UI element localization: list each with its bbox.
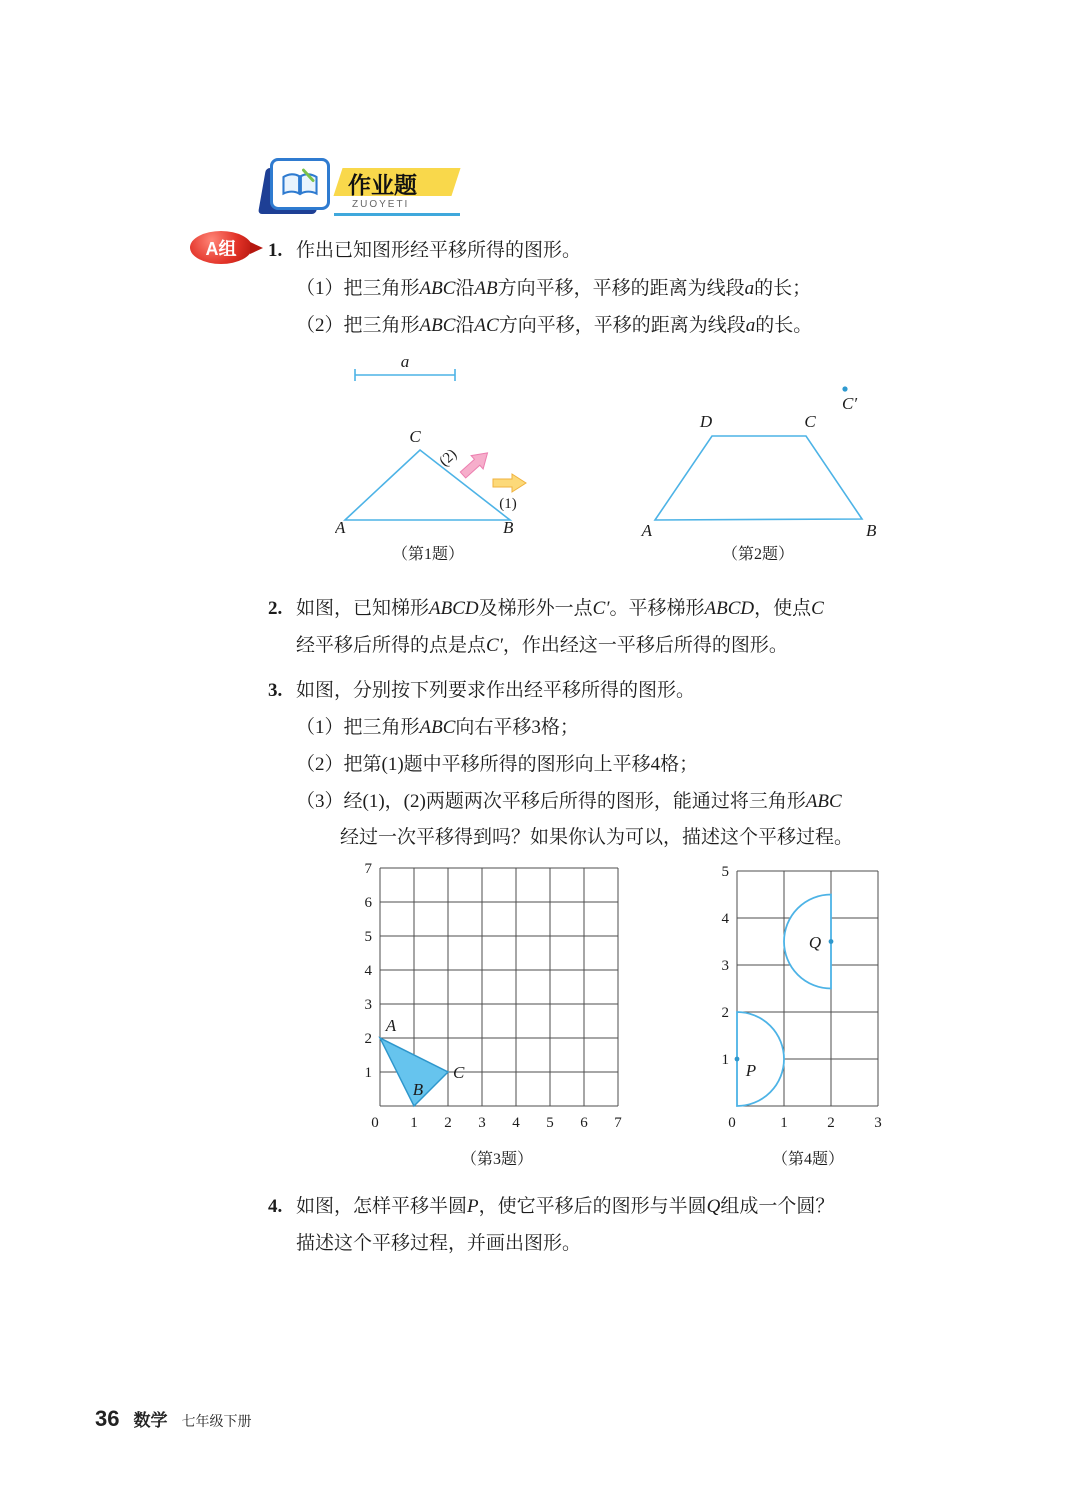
problem-1-row: [268, 238, 581, 264]
y-tick: 6: [364, 895, 372, 911]
problem-1-item-2: （2）把三角形ABC沿AC方向平移，平移的距离为线段a的长。: [296, 315, 813, 336]
problem-3-item-3-line-1: 经(1)，(2)两题两次平移后所得的图形，能通过将三角形ABC: [343, 791, 842, 812]
point-c-prime-label: C′: [842, 394, 858, 413]
semicircle-q-label: Q: [808, 933, 822, 952]
x-tick: 0: [371, 1115, 379, 1131]
problem-4-number: 4.: [268, 1196, 283, 1217]
x-tick: 2: [444, 1115, 452, 1131]
x-tick: 7: [614, 1115, 622, 1131]
vertex-a-label: A: [335, 518, 346, 537]
y-tick: 2: [364, 1031, 372, 1047]
x-tick: 5: [546, 1115, 554, 1131]
problem-3-item-3-marker: （3）: [296, 791, 344, 812]
vertex-c-label: C: [409, 427, 421, 446]
problem-3-row: [268, 678, 695, 704]
problem-1-number: 1.: [268, 240, 283, 261]
footer-subject: 数学: [133, 1411, 168, 1430]
vertex-b-label: B: [412, 1080, 424, 1099]
x-tick: 0: [728, 1115, 736, 1131]
problem-3-item-3-line-2: 经过一次平移得到吗？如果你认为可以，描述这个平移过程。: [340, 827, 854, 848]
vertex-c-label: C: [804, 412, 816, 431]
figure-3-grid-triangle: [355, 855, 650, 1145]
y-tick: 5: [721, 864, 729, 880]
homework-header: [268, 158, 478, 220]
y-tick: 7: [364, 861, 372, 877]
y-tick: 1: [364, 1065, 372, 1081]
semicircle-p: [737, 1012, 784, 1106]
page-number: 36: [95, 1406, 120, 1431]
problem-4-row: [268, 1194, 834, 1220]
x-tick: 1: [410, 1115, 418, 1131]
x-tick: 1: [780, 1115, 788, 1131]
y-tick: 3: [364, 997, 372, 1013]
page-footer: [95, 1406, 251, 1432]
figure-1-caption: （第1题）: [391, 546, 464, 563]
problem-1-text: 作出已知图形经平移所得的图形。: [296, 240, 582, 261]
figure-1-triangle-translation: [335, 355, 615, 540]
header-subtitle: ZUOYETI: [352, 199, 410, 210]
problem-2-line-1: 如图，已知梯形ABCD及梯形外一点C′。平移梯形ABCD，使点C: [296, 598, 824, 619]
y-tick: 3: [721, 958, 729, 974]
x-axis-ticks: [371, 1115, 622, 1131]
problem-2-line-2: 经平移后所得的点是点C′，作出经这一平移后所得的图形。: [296, 635, 788, 656]
semicircle-p-center-dot: [735, 1057, 740, 1062]
x-tick: 2: [827, 1115, 835, 1131]
figure-2-trapezoid: [640, 375, 895, 550]
vertex-d-label: D: [699, 412, 713, 431]
y-axis-ticks: [722, 864, 730, 1068]
semicircle-q: [784, 895, 831, 989]
x-tick: 3: [874, 1115, 882, 1131]
y-tick: 1: [721, 1052, 729, 1068]
figure-4-caption: （第4题）: [771, 1151, 844, 1168]
y-tick: 4: [364, 963, 372, 979]
vertex-a-label: A: [385, 1016, 397, 1035]
y-tick: 2: [721, 1005, 729, 1021]
problem-1-item-1: （1）把三角形ABC沿AB方向平移，平移的距离为线段a的长；: [296, 278, 812, 299]
y-tick: 4: [721, 911, 729, 927]
x-axis-ticks: [728, 1115, 882, 1131]
problem-2-number: 2.: [268, 598, 283, 619]
figure-3-caption: （第3题）: [460, 1151, 533, 1168]
y-axis-ticks: [365, 861, 373, 1081]
y-tick: 5: [364, 929, 372, 945]
trapezoid-abcd-outline: [655, 436, 862, 520]
x-tick: 6: [580, 1115, 588, 1131]
footer-grade: 七年级下册: [181, 1413, 252, 1429]
arrow-2-label: (2): [436, 446, 461, 470]
vertex-b-label: B: [503, 518, 514, 537]
point-c-prime-dot: [842, 386, 847, 391]
arrow-1-label: (1): [499, 496, 517, 512]
translation-arrow-2: [457, 446, 494, 481]
x-tick: 3: [478, 1115, 486, 1131]
open-book-icon: [270, 158, 330, 210]
translation-arrow-1: [493, 474, 526, 492]
semicircle-q-center-dot: [829, 939, 834, 944]
segment-a-label: a: [400, 355, 410, 371]
vertex-b-label: B: [866, 521, 877, 540]
problem-3-item-3-row: [296, 789, 842, 815]
x-tick: 4: [512, 1115, 520, 1131]
group-a-badge-label: A组: [205, 238, 237, 259]
figure-2-caption: （第2题）: [721, 546, 794, 563]
header-underline: [334, 213, 460, 216]
problem-3-number: 3.: [268, 680, 283, 701]
problem-3-item-2: （2）把第(1)题中平移所得的图形向上平移4格；: [296, 754, 699, 775]
header-title: 作业题: [348, 172, 417, 198]
open-book-icon-svg: [276, 164, 324, 204]
problem-4-line-1: 如图，怎样平移半圆P，使它平移后的图形与半圆Q组成一个圆？: [296, 1196, 835, 1217]
problem-3-text: 如图，分别按下列要求作出经平移所得的图形。: [296, 680, 696, 701]
vertex-a-label: A: [641, 521, 652, 540]
group-a-badge: [190, 231, 252, 264]
figure-4-grid-semicircles: [712, 855, 902, 1145]
vertex-c-label: C: [453, 1063, 465, 1082]
problem-2-row: [268, 596, 824, 622]
problem-3-item-1: （1）把三角形ABC向右平移3格；: [296, 717, 579, 738]
problem-4-line-2: 描述这个平移过程，并画出图形。: [296, 1233, 582, 1254]
semicircle-p-label: P: [745, 1061, 757, 1080]
